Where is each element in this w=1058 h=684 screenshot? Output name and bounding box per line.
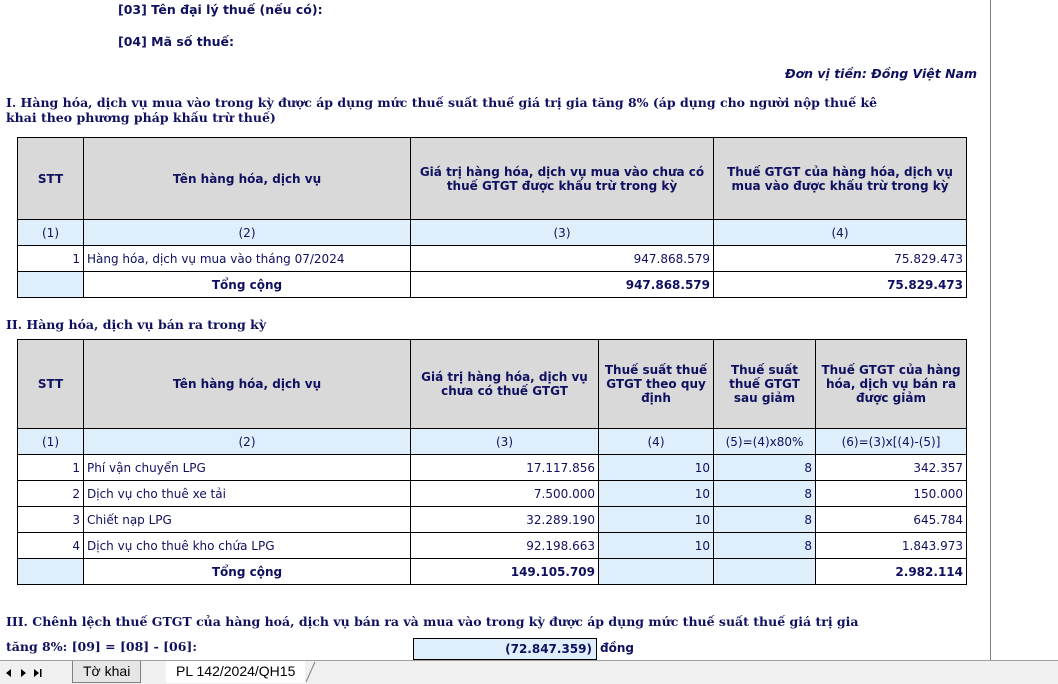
- s2-total-tax: 2.982.114: [816, 559, 967, 585]
- s2-total-stt: [18, 559, 84, 585]
- s2-row1-rate[interactable]: 10: [599, 455, 714, 481]
- s2-row4-tax[interactable]: 1.843.973: [816, 533, 967, 559]
- s1-total-stt: [18, 272, 84, 298]
- s2-row2-tax[interactable]: 150.000: [816, 481, 967, 507]
- s2-row2-stt[interactable]: 2: [18, 481, 84, 507]
- s2-row2-value[interactable]: 7.500.000: [411, 481, 599, 507]
- s1-index-1: (1): [18, 220, 84, 246]
- s1-index-3: (3): [411, 220, 714, 246]
- s2-header-reduced: Thuế suất thuế GTGT sau giảm: [714, 340, 816, 429]
- first-sheet-icon[interactable]: [3, 666, 15, 680]
- table-row: [18, 455, 967, 481]
- s1-index-2: (2): [84, 220, 411, 246]
- s2-total-value: 149.105.709: [411, 559, 599, 585]
- s2-row1-reduced[interactable]: 8: [714, 455, 816, 481]
- s2-row2-reduced[interactable]: 8: [714, 481, 816, 507]
- s2-row4-reduced[interactable]: 8: [714, 533, 816, 559]
- section1-title-line2: khai theo phương pháp khấu trừ thuế): [6, 110, 276, 125]
- s2-total-rate: [599, 559, 714, 585]
- s1-total-label: Tổng cộng: [84, 272, 411, 298]
- s2-row4-stt[interactable]: 4: [18, 533, 84, 559]
- s1-row1-tax[interactable]: 75.829.473: [714, 246, 967, 272]
- agent-tax-code-label: [04] Mã số thuế:: [118, 34, 235, 49]
- last-sheet-icon[interactable]: [31, 666, 43, 680]
- s1-total-tax: 75.829.473: [714, 272, 967, 298]
- s2-index-6: (6)=(3)x[(4)-(5)]: [816, 429, 967, 455]
- section1-title-line1: I. Hàng hóa, dịch vụ mua vào trong kỳ được áp dụng mức thuế suất thuế giá trị gia tăng 8% (áp dụng cho người nộp thuế kê: [6, 95, 878, 110]
- table-row: [18, 481, 967, 507]
- tax-difference-unit: đồng: [600, 641, 634, 655]
- s2-row3-value[interactable]: 32.289.190: [411, 507, 599, 533]
- s1-row1-stt[interactable]: 1: [18, 246, 84, 272]
- s2-row3-tax[interactable]: 645.784: [816, 507, 967, 533]
- s1-header-name: Tên hàng hóa, dịch vụ: [84, 138, 411, 220]
- s2-index-2: (2): [84, 429, 411, 455]
- s2-header-rate: Thuế suất thuế GTGT theo quy định: [599, 340, 714, 429]
- s2-row3-name[interactable]: Chiết nạp LPG: [84, 507, 411, 533]
- table-row: [18, 533, 967, 559]
- table-row: [18, 246, 967, 272]
- s2-header-stt: STT: [18, 340, 84, 429]
- s2-total-reduced: [714, 559, 816, 585]
- tab-to-khai[interactable]: Tờ khai: [72, 661, 141, 683]
- s2-row1-name[interactable]: Phí vận chuyển LPG: [84, 455, 411, 481]
- s2-row4-name[interactable]: Dịch vụ cho thuê kho chứa LPG: [84, 533, 411, 559]
- s1-header-value: Giá trị hàng hóa, dịch vụ mua vào chưa có thuế GTGT được khấu trừ trong kỳ: [411, 138, 714, 220]
- s2-row2-name[interactable]: Dịch vụ cho thuê xe tải: [84, 481, 411, 507]
- s2-index-5: (5)=(4)x80%: [714, 429, 816, 455]
- section2-total-row: [18, 559, 967, 585]
- s1-header-stt: STT: [18, 138, 84, 220]
- s2-row2-rate[interactable]: 10: [599, 481, 714, 507]
- s2-header-name: Tên hàng hóa, dịch vụ: [84, 340, 411, 429]
- s2-total-label: Tổng cộng: [84, 559, 411, 585]
- section1-index-row: [18, 220, 967, 246]
- tab-edge-icon: [305, 661, 317, 683]
- currency-unit: Đơn vị tiền: Đồng Việt Nam: [785, 66, 977, 81]
- s1-row1-value[interactable]: 947.868.579: [411, 246, 714, 272]
- section1-title: [6, 95, 877, 125]
- s2-row1-value[interactable]: 17.117.856: [411, 455, 599, 481]
- sheet-tab-bar: [0, 660, 1058, 684]
- s2-row3-stt[interactable]: 3: [18, 507, 84, 533]
- s2-row3-rate[interactable]: 10: [599, 507, 714, 533]
- s2-header-tax: Thuế GTGT của hàng hóa, dịch vụ bán ra được giảm: [816, 340, 967, 429]
- s2-index-4: (4): [599, 429, 714, 455]
- agent-name-label: [03] Tên đại lý thuế (nếu có):: [118, 2, 323, 17]
- table-row: [18, 507, 967, 533]
- tab-pl-142[interactable]: PL 142/2024/QH15: [166, 661, 305, 683]
- s1-row1-name[interactable]: Hàng hóa, dịch vụ mua vào tháng 07/2024: [84, 246, 411, 272]
- section3-title-line2: tăng 8%: [09] = [08] - [06]:: [6, 639, 197, 654]
- s2-header-value: Giá trị hàng hóa, dịch vụ chưa có thuế GTGT: [411, 340, 599, 429]
- right-pane: [991, 0, 1058, 660]
- s2-row1-stt[interactable]: 1: [18, 455, 84, 481]
- section2-table: [17, 339, 967, 585]
- section1-total-row: [18, 272, 967, 298]
- s1-total-value: 947.868.579: [411, 272, 714, 298]
- section2-header-row: [18, 340, 967, 429]
- tax-difference-field[interactable]: (72.847.359): [413, 638, 597, 660]
- s2-index-3: (3): [411, 429, 599, 455]
- section2-index-row: [18, 429, 967, 455]
- s2-row4-rate[interactable]: 10: [599, 533, 714, 559]
- next-sheet-icon[interactable]: [17, 666, 29, 680]
- section1-header-row: [18, 138, 967, 220]
- s2-row4-value[interactable]: 92.198.663: [411, 533, 599, 559]
- section1-table: [17, 137, 967, 298]
- s1-index-4: (4): [714, 220, 967, 246]
- s2-row3-reduced[interactable]: 8: [714, 507, 816, 533]
- s1-header-tax: Thuế GTGT của hàng hóa, dịch vụ mua vào được khấu trừ trong kỳ: [714, 138, 967, 220]
- section3-title-line1: III. Chênh lệch thuế GTGT của hàng hoá, dịch vụ bán ra và mua vào trong kỳ được áp dụng mức thuế suất thuế giá trị gia: [6, 614, 859, 629]
- s2-index-1: (1): [18, 429, 84, 455]
- s2-row1-tax[interactable]: 342.357: [816, 455, 967, 481]
- section2-title: II. Hàng hóa, dịch vụ bán ra trong kỳ: [6, 317, 267, 332]
